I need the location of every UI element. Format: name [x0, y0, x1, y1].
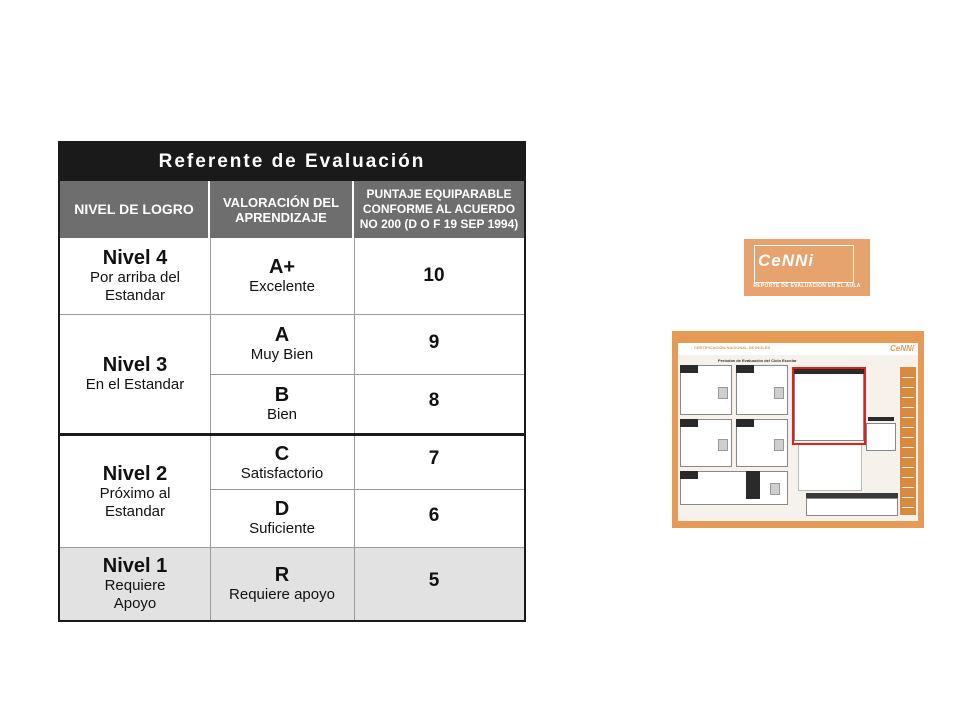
- evaluation-reference-table: [58, 141, 526, 622]
- score-box: [718, 439, 728, 451]
- grade-letter: R: [274, 564, 290, 586]
- level-name: Nivel 3: [102, 353, 168, 376]
- score-value: 10: [423, 265, 445, 286]
- grade-cell: [210, 489, 354, 547]
- level-description: En el Estandar: [85, 375, 185, 393]
- certificate-logo: CeNNi: [889, 344, 914, 353]
- grade-letter: B: [274, 383, 290, 406]
- grade-cell: [210, 238, 354, 314]
- observations-box: [798, 443, 862, 491]
- final-score-block: [746, 471, 760, 499]
- grade-letter: A: [274, 324, 290, 346]
- grade-cell: [210, 436, 354, 489]
- certificate-brand: CERTIFICACIÓN NACIONAL DE INGLÉS: [694, 345, 771, 350]
- cenni-logo: [744, 239, 870, 296]
- certificate-thumbnail: [672, 331, 924, 528]
- grade-description: Excelente: [249, 278, 315, 295]
- score-box: [774, 387, 784, 399]
- grade-letter: D: [274, 498, 290, 520]
- level-1-cell: [60, 548, 210, 620]
- period-header: [736, 365, 754, 373]
- level-2-cell: [60, 436, 210, 547]
- grade-description: Muy Bien: [250, 346, 314, 363]
- score-value: 8: [428, 390, 440, 411]
- period-header: [736, 419, 754, 427]
- grade-description: Satisfactorio: [240, 464, 324, 482]
- level-description: Próximo al Estandar: [99, 484, 171, 520]
- grade-description: Requiere apoyo: [229, 586, 335, 603]
- grade-cell: [210, 548, 354, 620]
- logo-caption: REPORTE DE EVALUACIÓN EN EL AULA: [753, 283, 861, 289]
- level-3-cell: [60, 314, 210, 433]
- level-description: Por arriba del Estandar: [89, 269, 181, 304]
- score-box: [718, 387, 728, 399]
- score-box: [774, 439, 784, 451]
- score-value: 5: [428, 570, 440, 591]
- grade-cell: [210, 314, 354, 374]
- highlight-box: [792, 367, 866, 445]
- period-header: [680, 365, 698, 373]
- level-description: Requiere Apoyo: [104, 577, 166, 612]
- period-header: [680, 419, 698, 427]
- grade-cell: [210, 374, 354, 433]
- certificate-section-title: Periodos de Evaluación del Ciclo Escolar: [718, 358, 797, 363]
- score-cell: [354, 238, 514, 314]
- score-value: 6: [428, 505, 440, 526]
- level-name: Nivel 2: [102, 462, 168, 485]
- score-value: 7: [428, 448, 440, 469]
- score-cell: [354, 489, 514, 547]
- logo-wordmark: CeNNi: [758, 251, 815, 270]
- header-valuation: VALORACIÓN DEL APRENDIZAJE: [210, 181, 354, 238]
- level-name: Nivel 4: [102, 247, 168, 269]
- level-4-cell: [60, 238, 210, 314]
- grade-description: Bien: [266, 405, 298, 423]
- header-score: PUNTAJE EQUIPARABLE CONFORME AL ACUERDO NO 200 (D O F 19 SEP 1994): [354, 181, 524, 238]
- period-header: [680, 471, 698, 479]
- signature-box: [806, 498, 898, 516]
- table-title: Referente de Evaluación: [60, 143, 524, 181]
- certificate-header: [678, 343, 918, 355]
- score-cell: [354, 548, 514, 620]
- score-value: 9: [428, 332, 440, 353]
- side-label: [868, 417, 894, 421]
- score-cell: [354, 436, 514, 489]
- score-cell: [354, 314, 514, 374]
- score-box: [770, 483, 780, 495]
- side-panel: [866, 423, 896, 451]
- grade-letter: C: [274, 442, 290, 465]
- score-cell: [354, 374, 514, 433]
- header-level: NIVEL DE LOGRO: [60, 181, 210, 238]
- grade-description: Suficiente: [249, 520, 315, 537]
- grade-letter: A+: [268, 256, 296, 278]
- certificate-sheet: [678, 343, 918, 521]
- level-name: Nivel 1: [102, 555, 168, 577]
- side-rail: [900, 367, 916, 515]
